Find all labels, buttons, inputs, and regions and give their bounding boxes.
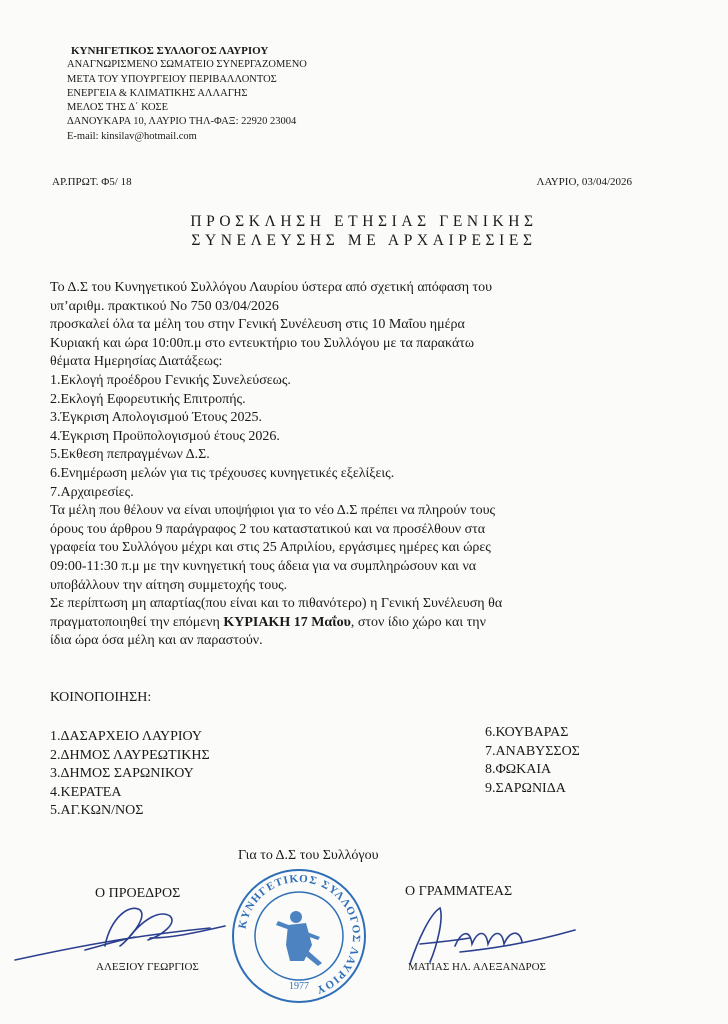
cc-item: 8.ΦΩΚΑΙΑ [485,762,552,778]
title-line-2: ΣΥΝΕΛΕΥΣΗΣ ΜΕ ΑΡΧΑΙΡΕΣΙΕΣ [191,232,537,249]
reference-number: ΑΡ.ΠΡΩΤ. Φ5/ 18 [52,176,132,188]
hunter-figure-icon [276,911,322,966]
cc-heading: ΚΟΙΝΟΠΟΙΗΣΗ: [50,690,152,705]
body-line: Κυριακή και ώρα 10:00π.μ στο εντευκτήριο του Συλλόγου με τα παρακάτω [50,335,475,351]
title-line-1: ΠΡΟΣΚΛΗΣΗ ΕΤΗΣΙΑΣ ΓΕΝΙΚΗΣ [190,213,538,230]
letterhead-line: ΜΕΛΟΣ ΤΗΣ Δ΄ ΚΟΣΕ [67,102,169,114]
letterhead-line: ΑΝΑΓΝΩΡΙΣΜΕΝΟ ΣΩΜΑΤΕΙΟ ΣΥΝΕΡΓΑΖΟΜΕΝΟ [67,59,307,71]
body-line: Σε περίπτωση μη απαρτίας(που είναι και το πιθανότερο) η Γενική Συνέλευση θα [50,596,503,612]
agenda-item: 7.Αρχαιρεσίες. [50,484,134,500]
second-meeting-date: ΚΥΡΙΑΚΗ 17 Μαΐου [223,614,351,630]
body-line: ίδια ώρα όσα μέλη και αν παραστούν. [50,633,263,649]
cc-item: 6.ΚΟΥΒΑΡΑΣ [485,725,569,740]
agenda-item: 2.Εκλογή Εφορευτικής Επιτροπής. [50,391,246,407]
agenda-item: 3.Έγκριση Απολογισμού Έτους 2025. [50,410,263,426]
signature-heading: Για το Δ.Σ του Συλλόγου [238,848,379,863]
body-line: υπ’αριθμ. πρακτικού Νο 750 03/04/2026 [50,298,279,314]
body-text: πραγματοποιηθεί την επόμενη [50,614,224,630]
cc-item: 3.ΔΗΜΟΣ ΣΑΡΩΝΙΚΟΥ [50,766,194,782]
body-line: υποβάλλουν την αίτηση συμμετοχής τους. [50,577,288,593]
letterhead [67,44,307,144]
president-title: Ο ΠΡΟΕΔΡΟΣ [95,886,181,901]
cc-item: 9.ΣΑΡΩΝΙΔΑ [485,780,566,796]
letterhead-email: E-mail: kinsilav@hotmail.com [67,130,197,142]
stamp-year: 1977 [289,981,309,992]
president-name: ΑΛΕΞΙΟΥ ΓΕΩΡΓΙΟΣ [96,961,199,973]
stamp-text: ΚΥΝΗΓΕΤΙΚΟΣ ΣΥΛΛΟΓΟΣ ΛΑΥΡΙΟΥ [236,872,363,997]
agenda-item: 6.Ενημέρωση μελών για τις τρέχουσες κυνηγετικές εξελίξεις. [50,465,395,481]
body-line: όρους του άρθρου 9 παράγραφος 2 του καταστατικού και να προσέλθουν στα [50,521,486,537]
body-line: Το Δ.Σ του Κυνηγετικού Συλλόγου Λαυρίου ύστερα από σχετική απόφαση του [50,280,493,295]
letterhead-address: ΔΑΝΟΥΚΑΡΑ 10, ΛΑΥΡΙΟ ΤΗΛ-ΦΑΞ: 22920 23004 [67,116,297,128]
secretary-title: Ο ΓΡΑΜΜΑΤΕΑΣ [405,884,513,899]
body-line: προσκαλεί όλα τα μέλη του στην Γενική Συνέλευση στις 10 Μαΐου ημέρα [50,317,465,333]
cc-list-left [50,728,210,821]
cc-item: 1.ΔΑΣΑΡΧΕΙΟ ΛΑΥΡΙΟΥ [50,729,203,744]
agenda-item: 5.Εκθεση πεπραγμένων Δ.Σ. [50,447,210,463]
body-line: 09:00-11:30 π.μ με την κυνηγετική τους άδεια για να συμπληρώσουν και να [50,558,477,574]
cc-list-right [485,724,580,798]
body-text: , στον ίδιο χώρο και την [350,614,486,630]
body-line-with-date [50,614,615,633]
cc-item: 4.ΚΕΡΑΤΕΑ [50,784,122,800]
cc-item: 5.ΑΓ.ΚΩΝ/ΝΟΣ [50,803,144,819]
cc-item: 2.ΔΗΜΟΣ ΛΑΥΡΕΩΤΙΚΗΣ [50,747,210,763]
document-title [0,212,728,250]
cc-item: 7.ΑΝΑΒΥΣΣΟΣ [485,743,580,759]
place-date: ΛΑΥΡΙΟ, 03/04/2026 [536,176,632,188]
president-signature [10,888,240,968]
association-stamp [228,865,370,1007]
letterhead-line: ΜΕΤΑ ΤΟΥ ΥΠΟΥΡΓΕΙΟΥ ΠΕΡΙΒΑΛΛΟΝΤΟΣ [67,73,277,85]
invitation-body [50,279,615,651]
body-line: θέματα Ημερησίας Διατάξεως: [50,354,223,370]
secretary-name: ΜΑΤΙΑΣ ΗΛ. ΑΛΕΞΑΝΔΡΟΣ [408,961,546,973]
body-line: γραφεία του Συλλόγου μέχρι και στις 25 Απριλίου, εργάσιμες ημέρες και ώρες [50,540,491,556]
agenda-item: 4.Έγκριση Προϋπολογισμού έτους 2026. [50,428,280,444]
letterhead-line: ΕΝΕΡΓΕΙΑ & ΚΛΙΜΑΤΙΚΗΣ ΑΛΛΑΓΗΣ [67,87,248,99]
org-name: ΚΥΝΗΓΕΤΙΚΟΣ ΣΥΛΛΟΓΟΣ ΛΑΥΡΙΟΥ [71,45,269,57]
body-line: Τα μέλη που θέλουν να είναι υποψήφιοι για το νέο Δ.Σ πρέπει να πληρούν τους [50,503,496,519]
agenda-item: 1.Εκλογή προέδρου Γενικής Συνελεύσεως. [50,372,291,388]
